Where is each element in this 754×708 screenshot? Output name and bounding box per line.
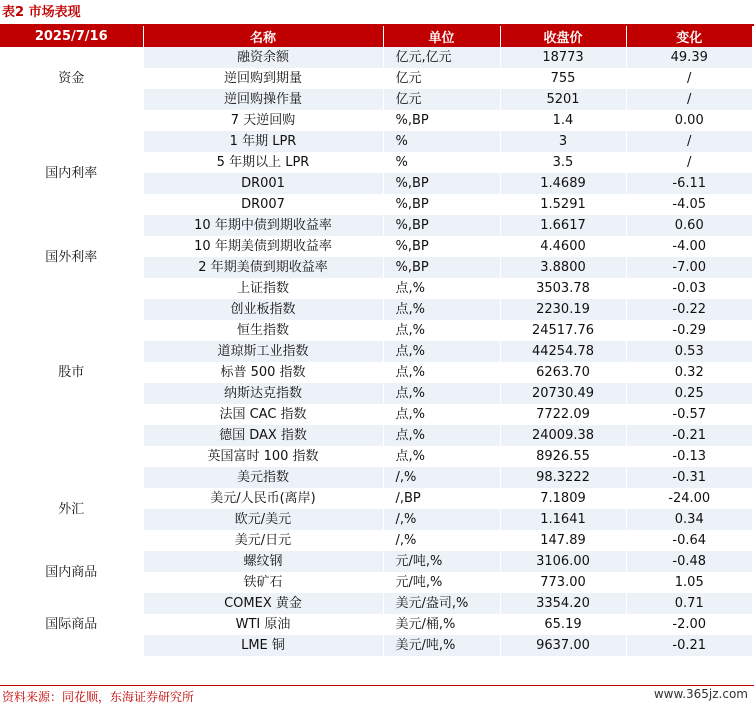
close-cell: 2230.19 bbox=[500, 299, 626, 320]
name-cell: 融资余额 bbox=[143, 47, 383, 68]
close-cell: 1.4689 bbox=[500, 173, 626, 194]
unit-cell: % bbox=[383, 131, 500, 152]
close-cell: 6263.70 bbox=[500, 362, 626, 383]
change-cell: -0.21 bbox=[626, 425, 752, 446]
change-cell: -0.29 bbox=[626, 320, 752, 341]
change-cell: -2.00 bbox=[626, 614, 752, 635]
change-cell: 0.71 bbox=[626, 593, 752, 614]
name-cell: 2 年期美债到期收益率 bbox=[143, 257, 383, 278]
unit-cell: 点,% bbox=[383, 362, 500, 383]
change-cell: 0.34 bbox=[626, 509, 752, 530]
category-cell: 股市 bbox=[0, 278, 143, 467]
name-cell: 标普 500 指数 bbox=[143, 362, 383, 383]
change-cell: -0.31 bbox=[626, 467, 752, 488]
unit-cell: /,% bbox=[383, 530, 500, 551]
close-cell: 3503.78 bbox=[500, 278, 626, 299]
unit-cell: 点,% bbox=[383, 446, 500, 467]
change-cell: 0.32 bbox=[626, 362, 752, 383]
table-row bbox=[0, 110, 752, 131]
close-cell: 3354.20 bbox=[500, 593, 626, 614]
change-cell: -0.57 bbox=[626, 404, 752, 425]
name-cell: 美元/日元 bbox=[143, 530, 383, 551]
close-cell: 1.4 bbox=[500, 110, 626, 131]
close-cell: 7722.09 bbox=[500, 404, 626, 425]
name-cell: LME 铜 bbox=[143, 635, 383, 656]
name-cell: COMEX 黄金 bbox=[143, 593, 383, 614]
header-date: 2025/7/16 bbox=[0, 26, 143, 47]
table-row bbox=[0, 593, 752, 614]
change-cell: 0.00 bbox=[626, 110, 752, 131]
unit-cell: 点,% bbox=[383, 299, 500, 320]
close-cell: 18773 bbox=[500, 47, 626, 68]
name-cell: 10 年期美债到期收益率 bbox=[143, 236, 383, 257]
close-cell: 1.6617 bbox=[500, 215, 626, 236]
header-change: 变化 bbox=[626, 26, 752, 47]
unit-cell: 点,% bbox=[383, 425, 500, 446]
table-row bbox=[0, 551, 752, 572]
unit-cell: 元/吨,% bbox=[383, 572, 500, 593]
name-cell: 法国 CAC 指数 bbox=[143, 404, 383, 425]
change-cell: 0.53 bbox=[626, 341, 752, 362]
change-cell: -7.00 bbox=[626, 257, 752, 278]
change-cell: -0.03 bbox=[626, 278, 752, 299]
unit-cell: %,BP bbox=[383, 257, 500, 278]
change-cell: / bbox=[626, 68, 752, 89]
unit-cell: %,BP bbox=[383, 110, 500, 131]
change-cell: 0.25 bbox=[626, 383, 752, 404]
unit-cell: 点,% bbox=[383, 383, 500, 404]
unit-cell: 点,% bbox=[383, 278, 500, 299]
change-cell: -4.00 bbox=[626, 236, 752, 257]
change-cell: -0.64 bbox=[626, 530, 752, 551]
category-cell: 资金 bbox=[0, 47, 143, 110]
name-cell: 铁矿石 bbox=[143, 572, 383, 593]
change-cell: / bbox=[626, 89, 752, 110]
change-cell: 0.60 bbox=[626, 215, 752, 236]
close-cell: 1.5291 bbox=[500, 194, 626, 215]
table-row bbox=[0, 47, 752, 68]
name-cell: 10 年期中债到期收益率 bbox=[143, 215, 383, 236]
close-cell: 24517.76 bbox=[500, 320, 626, 341]
table-body bbox=[0, 47, 752, 656]
unit-cell: %,BP bbox=[383, 194, 500, 215]
name-cell: 螺纹钢 bbox=[143, 551, 383, 572]
table-row bbox=[0, 278, 752, 299]
close-cell: 7.1809 bbox=[500, 488, 626, 509]
unit-cell: /,% bbox=[383, 467, 500, 488]
change-cell: -6.11 bbox=[626, 173, 752, 194]
name-cell: 1 年期 LPR bbox=[143, 131, 383, 152]
name-cell: 英国富时 100 指数 bbox=[143, 446, 383, 467]
name-cell: 7 天逆回购 bbox=[143, 110, 383, 131]
close-cell: 44254.78 bbox=[500, 341, 626, 362]
name-cell: 恒生指数 bbox=[143, 320, 383, 341]
header-close: 收盘价 bbox=[500, 26, 626, 47]
header-unit: 单位 bbox=[383, 26, 500, 47]
category-cell: 国内商品 bbox=[0, 551, 143, 593]
name-cell: DR001 bbox=[143, 173, 383, 194]
change-cell: 49.39 bbox=[626, 47, 752, 68]
name-cell: 创业板指数 bbox=[143, 299, 383, 320]
name-cell: 美元/人民币(离岸) bbox=[143, 488, 383, 509]
source-note: 资料来源：同花顺，东海证券研究所 bbox=[2, 690, 195, 704]
table-row bbox=[0, 236, 752, 257]
close-cell: 65.19 bbox=[500, 614, 626, 635]
unit-cell: % bbox=[383, 152, 500, 173]
close-cell: 5201 bbox=[500, 89, 626, 110]
category-cell: 国外利率 bbox=[0, 236, 143, 278]
name-cell: 5 年期以上 LPR bbox=[143, 152, 383, 173]
category-cell: 外汇 bbox=[0, 467, 143, 551]
close-cell: 147.89 bbox=[500, 530, 626, 551]
unit-cell: 元/吨,% bbox=[383, 551, 500, 572]
unit-cell: 亿元,亿元 bbox=[383, 47, 500, 68]
name-cell: DR007 bbox=[143, 194, 383, 215]
name-cell: 纳斯达克指数 bbox=[143, 383, 383, 404]
name-cell: 逆回购到期量 bbox=[143, 68, 383, 89]
watermark: www.365jz.com bbox=[653, 687, 748, 701]
market-performance-table bbox=[0, 26, 752, 656]
close-cell: 3.5 bbox=[500, 152, 626, 173]
close-cell: 3 bbox=[500, 131, 626, 152]
close-cell: 3106.00 bbox=[500, 551, 626, 572]
unit-cell: 美元/盎司,% bbox=[383, 593, 500, 614]
unit-cell: 点,% bbox=[383, 341, 500, 362]
change-cell: -0.48 bbox=[626, 551, 752, 572]
unit-cell: 点,% bbox=[383, 320, 500, 341]
close-cell: 4.4600 bbox=[500, 236, 626, 257]
close-cell: 755 bbox=[500, 68, 626, 89]
unit-cell: 美元/吨,% bbox=[383, 635, 500, 656]
change-cell: -0.21 bbox=[626, 635, 752, 656]
close-cell: 3.8800 bbox=[500, 257, 626, 278]
unit-cell: /,BP bbox=[383, 488, 500, 509]
name-cell: WTI 原油 bbox=[143, 614, 383, 635]
change-cell: -24.00 bbox=[626, 488, 752, 509]
change-cell: / bbox=[626, 152, 752, 173]
table-row bbox=[0, 467, 752, 488]
close-cell: 1.1641 bbox=[500, 509, 626, 530]
unit-cell: 点,% bbox=[383, 404, 500, 425]
unit-cell: 美元/桶,% bbox=[383, 614, 500, 635]
header-name: 名称 bbox=[143, 26, 383, 47]
name-cell: 欧元/美元 bbox=[143, 509, 383, 530]
unit-cell: %,BP bbox=[383, 173, 500, 194]
name-cell: 上证指数 bbox=[143, 278, 383, 299]
unit-cell: %,BP bbox=[383, 215, 500, 236]
category-cell: 国内利率 bbox=[0, 110, 143, 236]
footer-divider bbox=[0, 685, 754, 686]
table-title: 表2 市场表现 bbox=[2, 5, 81, 20]
name-cell: 德国 DAX 指数 bbox=[143, 425, 383, 446]
close-cell: 98.3222 bbox=[500, 467, 626, 488]
name-cell: 道琼斯工业指数 bbox=[143, 341, 383, 362]
change-cell: / bbox=[626, 131, 752, 152]
unit-cell: %,BP bbox=[383, 236, 500, 257]
name-cell: 逆回购操作量 bbox=[143, 89, 383, 110]
table-header-row bbox=[0, 26, 752, 47]
close-cell: 9637.00 bbox=[500, 635, 626, 656]
unit-cell: /,% bbox=[383, 509, 500, 530]
change-cell: -0.22 bbox=[626, 299, 752, 320]
change-cell: -0.13 bbox=[626, 446, 752, 467]
change-cell: -4.05 bbox=[626, 194, 752, 215]
unit-cell: 亿元 bbox=[383, 68, 500, 89]
close-cell: 24009.38 bbox=[500, 425, 626, 446]
close-cell: 8926.55 bbox=[500, 446, 626, 467]
close-cell: 773.00 bbox=[500, 572, 626, 593]
close-cell: 20730.49 bbox=[500, 383, 626, 404]
unit-cell: 亿元 bbox=[383, 89, 500, 110]
name-cell: 美元指数 bbox=[143, 467, 383, 488]
category-cell: 国际商品 bbox=[0, 593, 143, 656]
change-cell: 1.05 bbox=[626, 572, 752, 593]
